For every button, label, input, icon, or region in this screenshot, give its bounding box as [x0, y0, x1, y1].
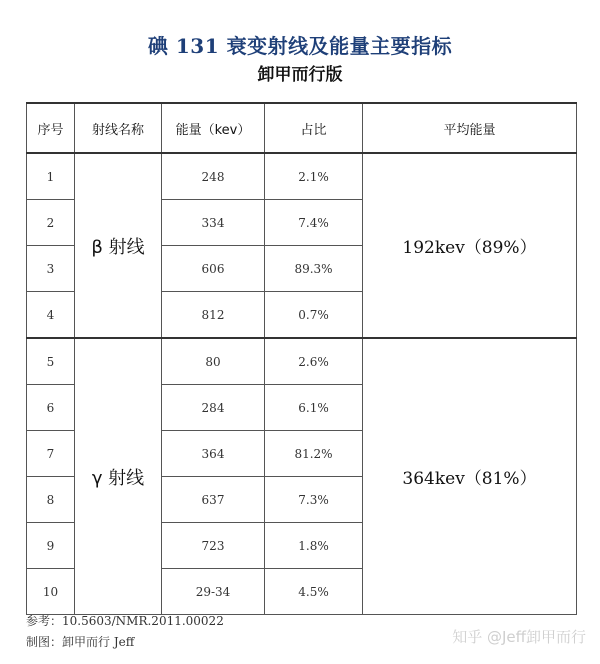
table-row [27, 153, 577, 200]
share-cell: 7.4% [265, 200, 363, 246]
row-index: 2 [27, 200, 75, 246]
row-index: 7 [27, 431, 75, 477]
watermark: 知乎 @Jeff卸甲而行 [452, 628, 586, 646]
page-subtitle: 卸甲而行版 [257, 65, 343, 85]
table-row [27, 338, 577, 385]
row-index: 1 [27, 153, 75, 200]
share-cell: 2.1% [265, 153, 363, 200]
avg-energy-beta: 192kev（89%） [363, 153, 577, 338]
avg-energy-gamma: 364kev（81%） [363, 338, 577, 615]
row-index: 10 [27, 569, 75, 615]
share-cell: 89.3% [265, 246, 363, 292]
header-index: 序号 [27, 103, 75, 153]
share-cell: 0.7% [265, 292, 363, 339]
energy-cell: 606 [162, 246, 265, 292]
table-header-row [27, 103, 577, 153]
row-index: 4 [27, 292, 75, 339]
header-energy: 能量（kev） [162, 103, 265, 153]
share-cell: 6.1% [265, 385, 363, 431]
share-cell: 81.2% [265, 431, 363, 477]
energy-cell: 80 [162, 338, 265, 385]
ray-name-gamma: γ 射线 [75, 338, 162, 615]
header-ray-name: 射线名称 [75, 103, 162, 153]
energy-cell: 248 [162, 153, 265, 200]
share-cell: 1.8% [265, 523, 363, 569]
reference-note: 参考：10.5603/NMR.2011.00022 [26, 614, 224, 628]
row-index: 5 [27, 338, 75, 385]
row-index: 3 [27, 246, 75, 292]
header-avg-energy: 平均能量 [363, 103, 577, 153]
energy-cell: 364 [162, 431, 265, 477]
energy-cell: 284 [162, 385, 265, 431]
energy-cell: 723 [162, 523, 265, 569]
energy-cell: 334 [162, 200, 265, 246]
row-index: 9 [27, 523, 75, 569]
decay-table [26, 102, 577, 615]
share-cell: 2.6% [265, 338, 363, 385]
energy-cell: 637 [162, 477, 265, 523]
row-index: 6 [27, 385, 75, 431]
header-share: 占比 [265, 103, 363, 153]
share-cell: 4.5% [265, 569, 363, 615]
author-credit: 制图：卸甲而行 Jeff [26, 635, 135, 649]
energy-cell: 29-34 [162, 569, 265, 615]
share-cell: 7.3% [265, 477, 363, 523]
energy-cell: 812 [162, 292, 265, 339]
row-index: 8 [27, 477, 75, 523]
page-title: 碘 131 衰变射线及能量主要指标 [147, 34, 453, 58]
ray-name-beta: β 射线 [75, 153, 162, 338]
